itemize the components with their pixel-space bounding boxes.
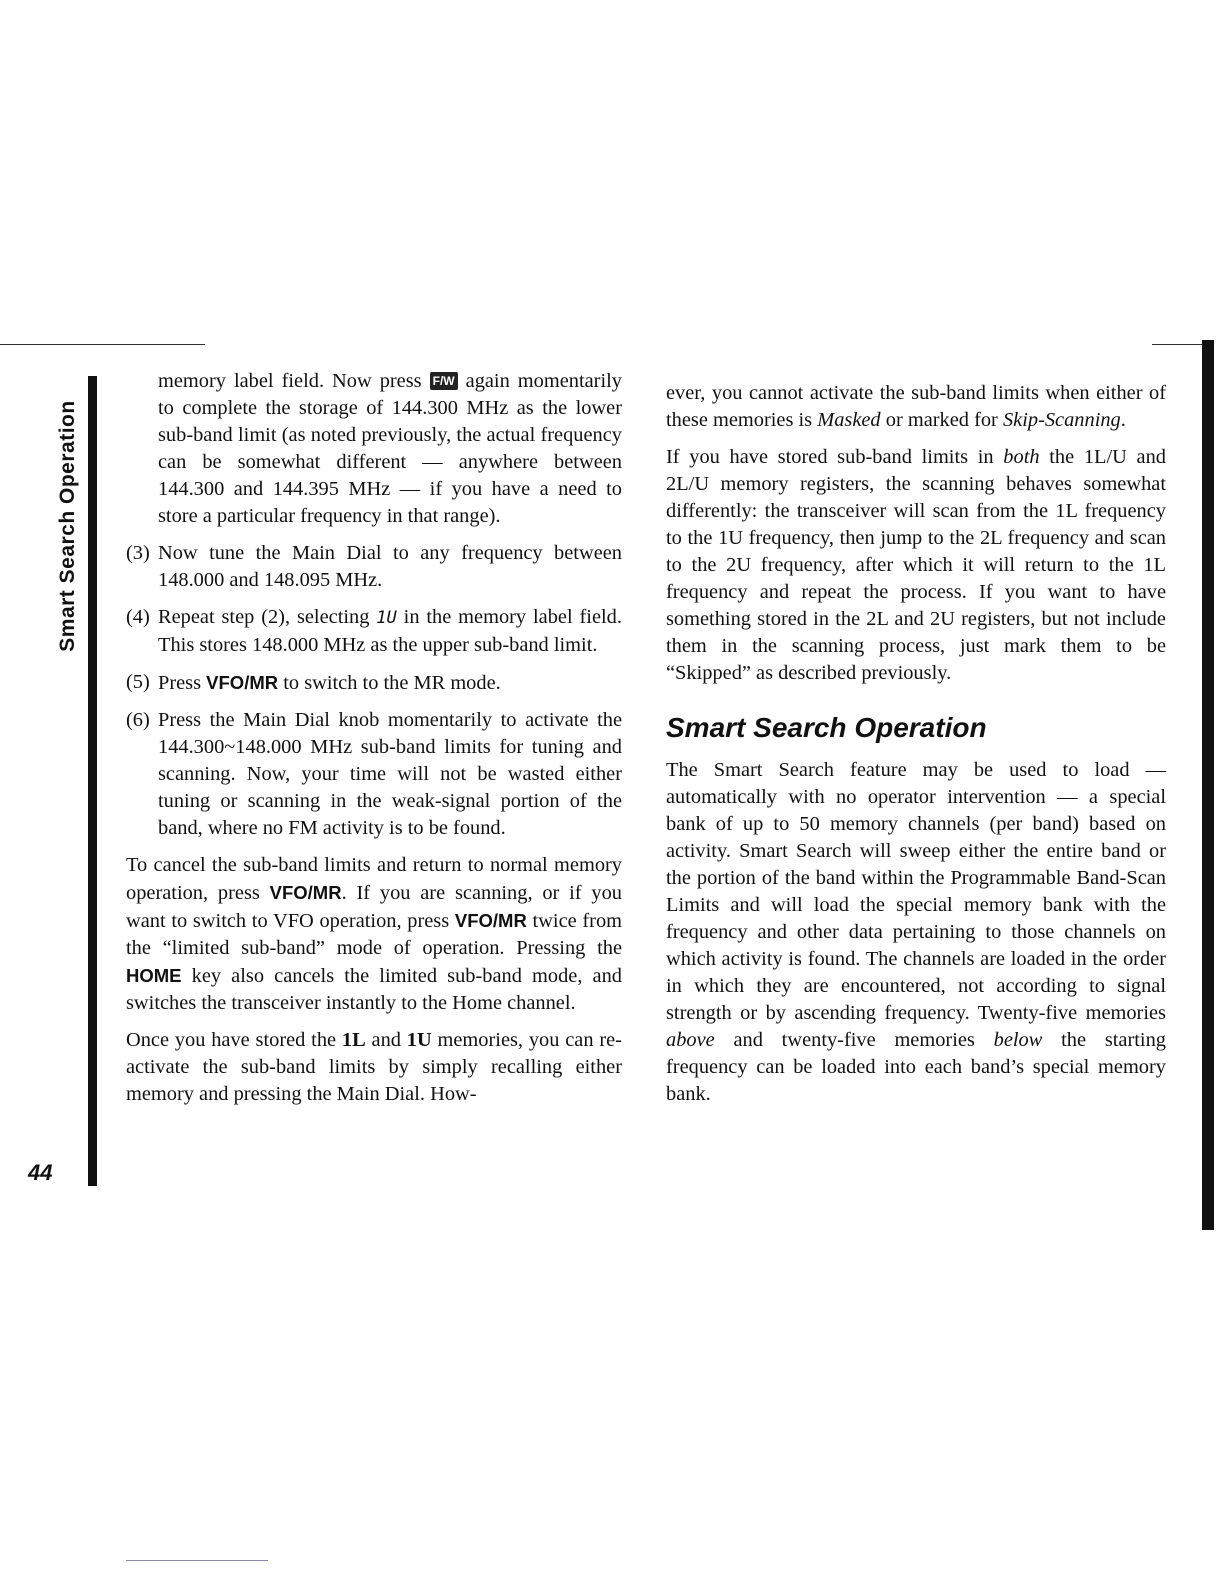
page-edge-bar [1202, 340, 1214, 1230]
left-column [126, 368, 622, 1118]
vfo-mr-key: VFO/MR [454, 910, 527, 931]
vfo-mr-key: VFO/MR [269, 882, 342, 903]
reactivate-paragraph: Once you have stored the 1L and 1U memories, you can re-activate the sub-band limits by simply recalling either memory and pressing the Main Dial. How- [126, 1029, 622, 1105]
step-3: (3) Now tune the Main Dial to any frequency between 148.000 and 148.095 MHz. [126, 542, 622, 591]
section-side-title: Smart Search Operation [56, 400, 79, 652]
lcd-label-1u: 1U [376, 608, 397, 628]
right-column [666, 380, 1166, 1118]
fw-key-icon: F/W [430, 372, 458, 390]
smart-search-paragraph: The Smart Search feature may be used to load — automatically with no operator intervention — a special bank of up to 50 memory channels (per band) based on activity. Smart Search will sweep either the entire band or the portion of the band within the Programmable Band-Scan Limits and will load the special memory bank with the frequency and other data pertaining to those channels on which activity is found. The channels are loaded in the order in which they are encountered, not according to signal strength or by ascending frequency. Twenty-five memories above and twenty-five memories below the starting frequency can be loaded into each band’s special memory bank. [666, 759, 1166, 1105]
step-6: (6) Press the Main Dial knob momentarily to activate the 144.300~148.000 MHz sub-band limits for tuning and scanning. Now, your time will not be wasted either tuning or scanning in the weak-signal portion of the band, where no FM activity is to be found. [126, 709, 622, 839]
cancel-paragraph: To cancel the sub-band limits and return to normal memory operation, press VFO/MR. If you are scanning, or if you want to switch to VFO operation, press VFO/MR twice from the “limited sub-band” mode of operation. Pressing the HOME key also cancels the limited sub-band mode, and switches the transceiver instantly to the Home channel. [126, 854, 623, 1014]
section-heading: Smart Search Operation [666, 712, 987, 743]
home-key: HOME [126, 965, 182, 986]
step-5: (5) Press VFO/MR to switch to the MR mode. [126, 671, 501, 694]
vfo-mr-key: VFO/MR [206, 672, 279, 693]
page-number: 44 [28, 1160, 53, 1185]
bottom-rule [126, 1560, 268, 1561]
intro-paragraph: memory label field. Now press F/W again momentarily to complete the storage of 144.300 MHz as the lower sub-band limit (as noted previously, the actual frequency can be somewhat different — anywhere between 144.300 and 144.395 MHz — if you have a need to store a particular frequency in that range). [158, 370, 622, 527]
both-registers-paragraph: If you have stored sub-band limits in both the 1L/U and 2L/U memory registers, the scanning behaves somewhat differently: the transceiver will scan from the 1L frequency to the 1U frequency, then jump to the 2L frequency and scan to the 2U frequency, after which it will return to the 1L frequency and repeat the process. If you want to have something stored in the 2L and 2U registers, but not include them in the scanning process, just mark them to be “Skipped” as described previously. [666, 446, 1166, 684]
section-tab-bar [88, 376, 97, 1186]
step-4: (4) Repeat step (2), selecting 1U in the memory label field. This stores 148.000 MHz as the upper sub-band limit. [126, 606, 622, 656]
continuation-paragraph: ever, you cannot activate the sub-band limits when either of these memories is Masked or marked for Skip-Scanning. [666, 382, 1166, 431]
top-rule-left [0, 344, 205, 345]
